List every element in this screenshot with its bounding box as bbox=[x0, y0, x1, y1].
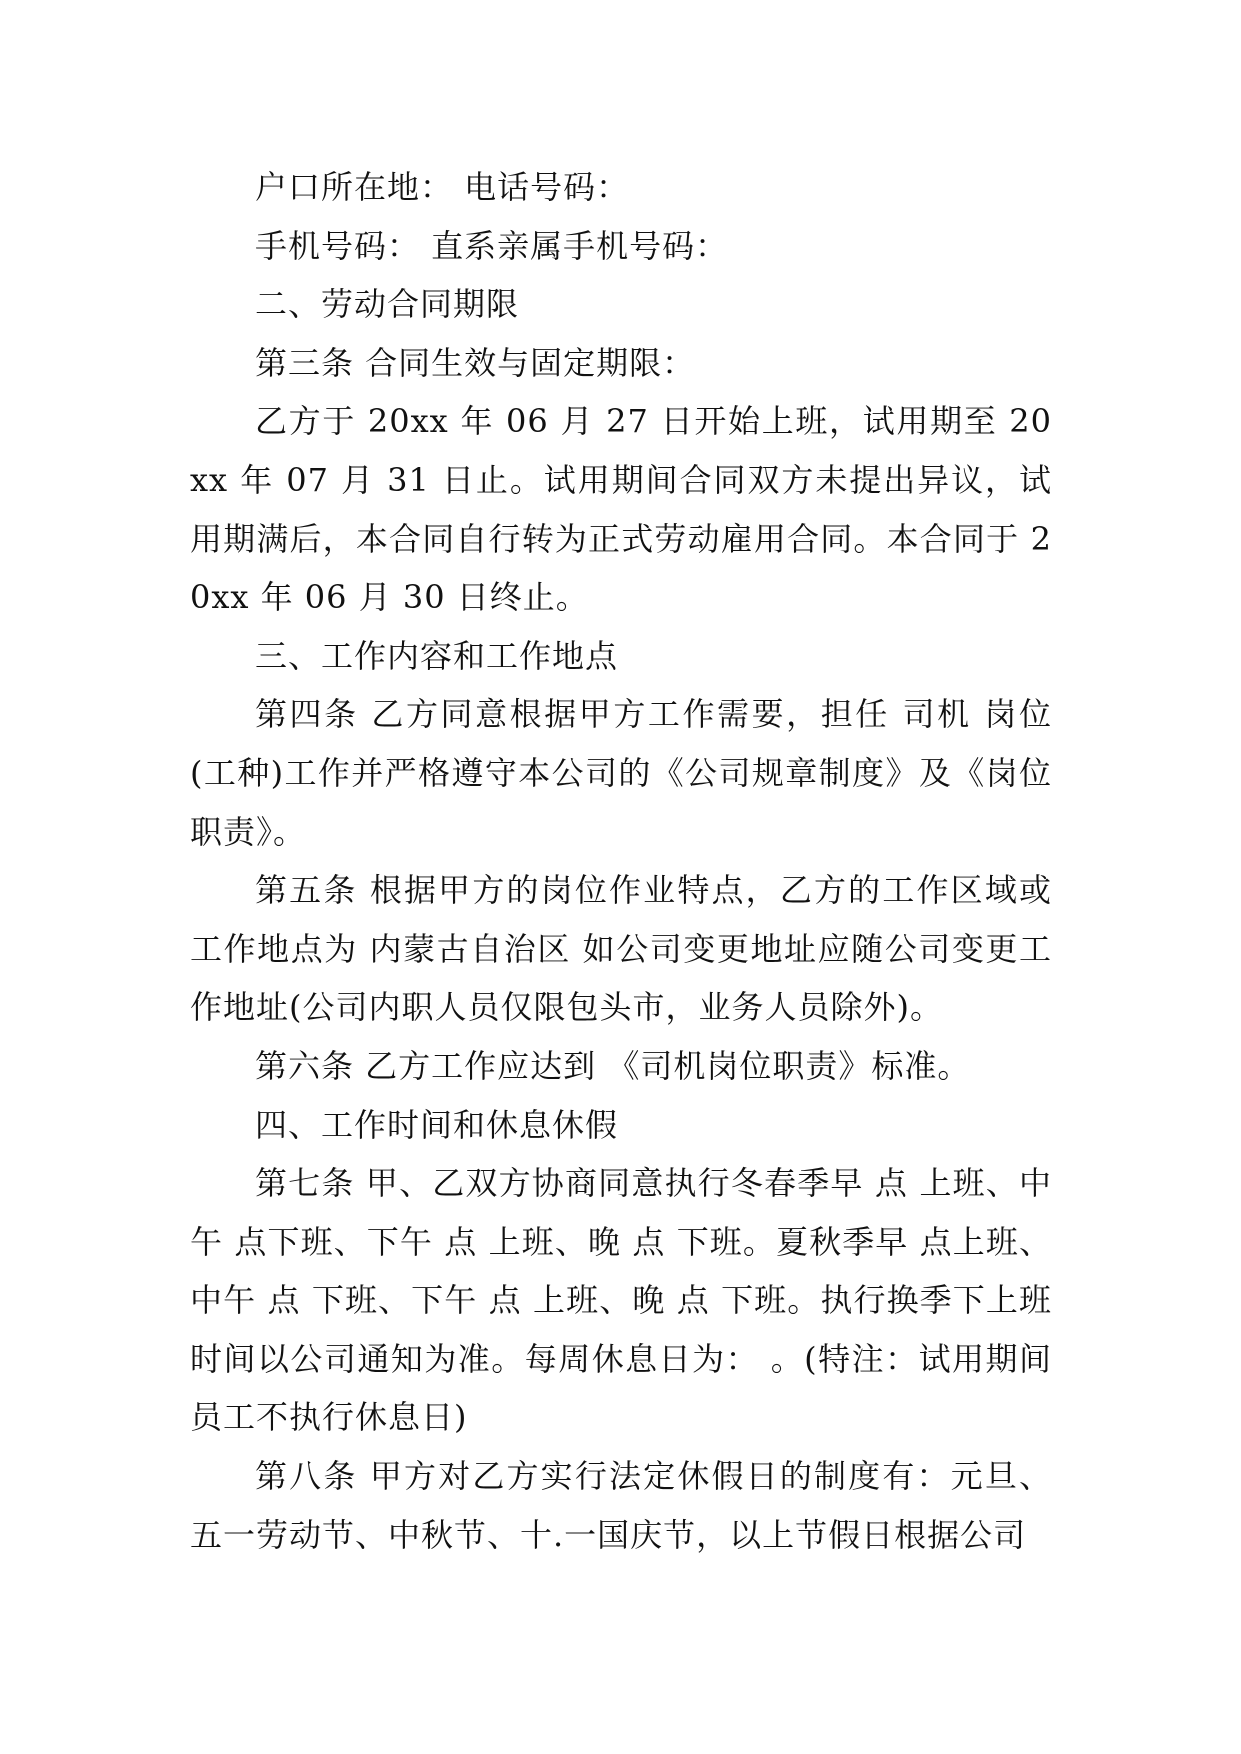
article-6: 第六条 乙方工作应达到 《司机岗位职责》标准。 bbox=[255, 1046, 971, 1085]
article-8: 第八条 甲方对乙方实行法定休假日的制度有：元旦、五一劳动节、中秋节、十.一国庆节，以上节假日根据公司 bbox=[190, 1457, 1052, 1554]
section-heading-work-hours: 四、工作时间和休息休假 bbox=[255, 1105, 619, 1144]
article-7: 第七条 甲、乙双方协商同意执行冬春季早 点 上班、中午 点下班、下午 点 上班、晚 点 下班。夏秋季早 点上班、中午 点 下班、下午 点 上班、晚 点 下班。执行换季下上班时间以公司通知为准。每周休息日为： 。(特注：试用期间员工不执行休息日) bbox=[190, 1164, 1052, 1437]
article-5: 第五条 根据甲方的岗位作业特点，乙方的工作区域或工作地点为 内蒙古自治区 如公司变更地址应随公司变更工作地址(公司内职人员仅限包头市，业务人员除外)。 bbox=[190, 871, 1052, 1027]
paragraph-household-phone: 户口所在地： 电话号码： bbox=[255, 168, 630, 206]
paragraph-mobile-numbers: 手机号码： 直系亲属手机号码： bbox=[255, 226, 729, 265]
article-4: 第四条 乙方同意根据甲方工作需要，担任 司机 岗位(工种)工作并严格遵守本公司的《公司规章制度》及《岗位职责》。 bbox=[190, 695, 1052, 851]
article-3-title: 第三条 合同生效与固定期限： bbox=[255, 343, 696, 382]
document-body bbox=[190, 158, 1052, 1564]
article-3-body: 乙方于 20xx 年 06 月 27 日开始上班，试用期至 20xx 年 07 月 31 日止。试用期间合同双方未提出异议，试用期满后，本合同自行转为正式劳动雇用合同。本合同于 20xx 年 06 月 30 日终止。 bbox=[190, 402, 1052, 617]
section-heading-work-content: 三、工作内容和工作地点 bbox=[255, 636, 619, 675]
section-heading-contract-term: 二、劳动合同期限 bbox=[255, 285, 520, 324]
